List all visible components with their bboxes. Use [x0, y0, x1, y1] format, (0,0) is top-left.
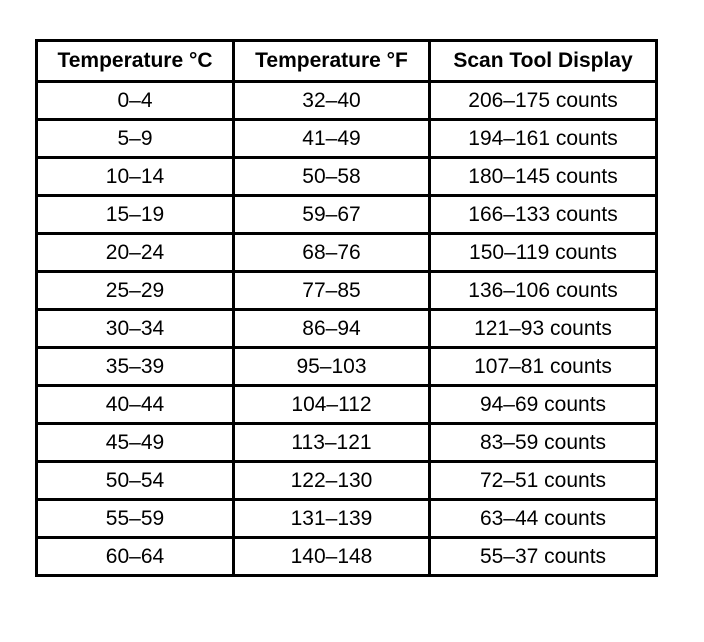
cell-celsius: 60–64 [37, 538, 234, 576]
table-row [37, 120, 657, 158]
table-row [37, 310, 657, 348]
table-row [37, 158, 657, 196]
cell-celsius: 0–4 [37, 82, 234, 120]
table-row [37, 462, 657, 500]
cell-celsius: 40–44 [37, 386, 234, 424]
cell-fahrenheit: 86–94 [234, 310, 430, 348]
cell-celsius: 35–39 [37, 348, 234, 386]
cell-celsius: 45–49 [37, 424, 234, 462]
cell-fahrenheit: 140–148 [234, 538, 430, 576]
cell-celsius: 10–14 [37, 158, 234, 196]
cell-celsius: 15–19 [37, 196, 234, 234]
cell-scan-tool-display: 83–59 counts [430, 424, 657, 462]
table-row [37, 272, 657, 310]
cell-celsius: 55–59 [37, 500, 234, 538]
cell-fahrenheit: 131–139 [234, 500, 430, 538]
cell-scan-tool-display: 55–37 counts [430, 538, 657, 576]
cell-celsius: 20–24 [37, 234, 234, 272]
table-row [37, 386, 657, 424]
table-row [37, 500, 657, 538]
cell-fahrenheit: 113–121 [234, 424, 430, 462]
cell-fahrenheit: 122–130 [234, 462, 430, 500]
table-header [37, 41, 657, 82]
table-body [37, 82, 657, 576]
cell-scan-tool-display: 72–51 counts [430, 462, 657, 500]
table-row [37, 234, 657, 272]
cell-scan-tool-display: 63–44 counts [430, 500, 657, 538]
cell-fahrenheit: 32–40 [234, 82, 430, 120]
cell-fahrenheit: 59–67 [234, 196, 430, 234]
cell-scan-tool-display: 121–93 counts [430, 310, 657, 348]
temperature-scan-table [35, 39, 658, 577]
table-row [37, 82, 657, 120]
header-row [37, 41, 657, 82]
cell-scan-tool-display: 194–161 counts [430, 120, 657, 158]
cell-celsius: 50–54 [37, 462, 234, 500]
cell-fahrenheit: 104–112 [234, 386, 430, 424]
cell-scan-tool-display: 107–81 counts [430, 348, 657, 386]
cell-fahrenheit: 68–76 [234, 234, 430, 272]
cell-scan-tool-display: 206–175 counts [430, 82, 657, 120]
cell-celsius: 5–9 [37, 120, 234, 158]
cell-scan-tool-display: 94–69 counts [430, 386, 657, 424]
cell-scan-tool-display: 150–119 counts [430, 234, 657, 272]
cell-fahrenheit: 95–103 [234, 348, 430, 386]
cell-scan-tool-display: 166–133 counts [430, 196, 657, 234]
header-celsius: Temperature °C [37, 41, 234, 82]
cell-scan-tool-display: 180–145 counts [430, 158, 657, 196]
cell-celsius: 25–29 [37, 272, 234, 310]
header-fahrenheit: Temperature °F [234, 41, 430, 82]
cell-fahrenheit: 77–85 [234, 272, 430, 310]
table-row [37, 348, 657, 386]
table-row [37, 196, 657, 234]
cell-celsius: 30–34 [37, 310, 234, 348]
table-row [37, 424, 657, 462]
header-scan-tool-display: Scan Tool Display [430, 41, 657, 82]
cell-scan-tool-display: 136–106 counts [430, 272, 657, 310]
cell-fahrenheit: 50–58 [234, 158, 430, 196]
cell-fahrenheit: 41–49 [234, 120, 430, 158]
table-row [37, 538, 657, 576]
